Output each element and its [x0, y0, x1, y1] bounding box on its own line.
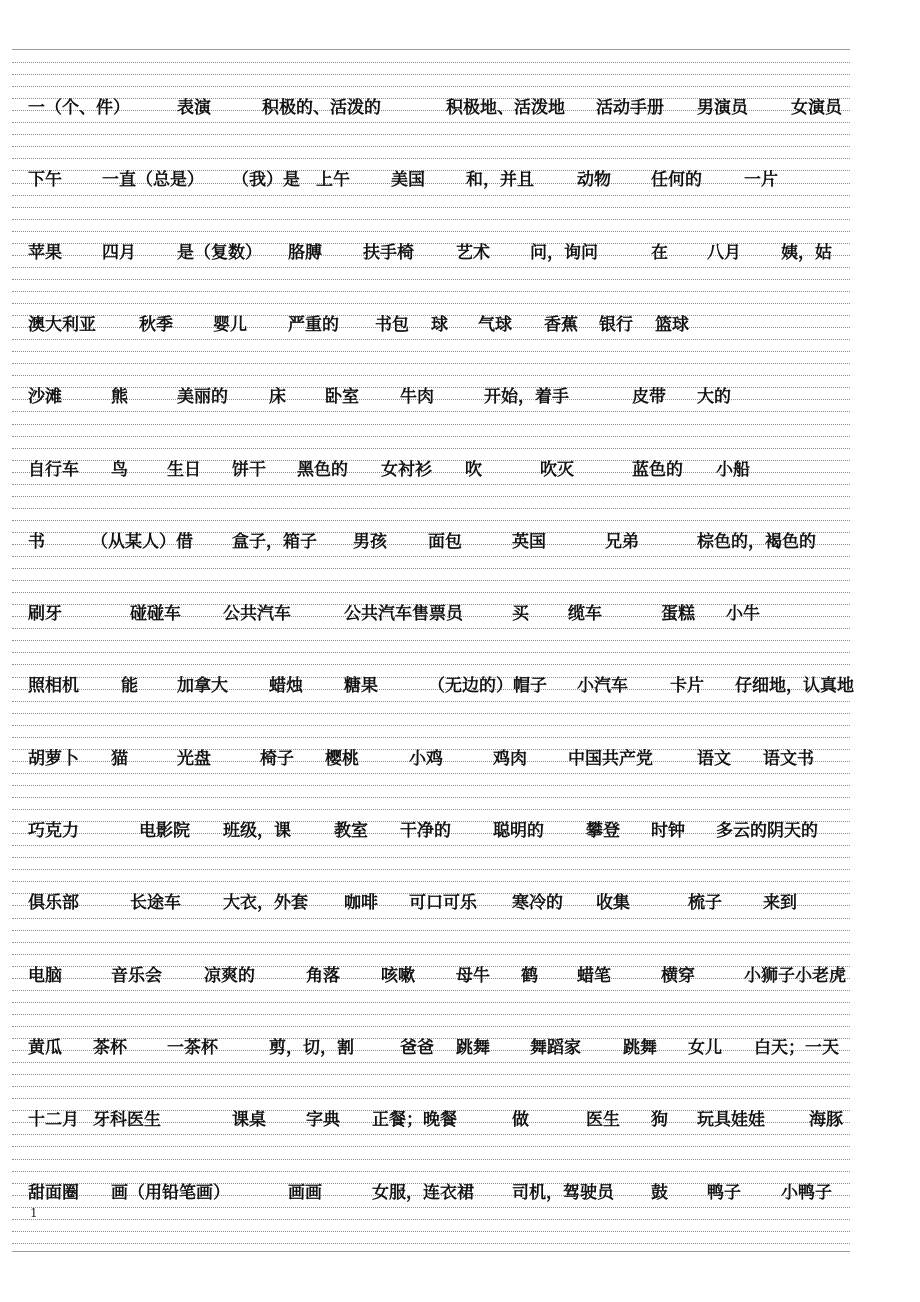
vocabulary-word: 跳舞 [623, 1038, 657, 1058]
vocabulary-word: 球 [431, 315, 448, 335]
dotted-rule-line [12, 1014, 850, 1015]
page-number: 1 [30, 1206, 38, 1220]
vocabulary-word: 能 [121, 676, 138, 696]
vocabulary-word: 婴儿 [213, 315, 247, 335]
vocabulary-word: 凉爽的 [204, 966, 255, 986]
vocabulary-word: 母牛 [456, 966, 490, 986]
vocabulary-word: 语文 [697, 749, 731, 769]
vocabulary-word: 蜡烛 [269, 676, 303, 696]
vocabulary-word: 干净的 [400, 821, 451, 841]
vocabulary-word: 八月 [707, 243, 741, 263]
dotted-rule-line [12, 918, 850, 919]
vocabulary-word: 女衬衫 [381, 460, 432, 480]
vocabulary-word: 皮带 [632, 387, 666, 407]
vocabulary-word: 表演 [177, 98, 211, 118]
vocabulary-word: 梳子 [688, 893, 722, 913]
vocabulary-row [0, 816, 920, 846]
vocabulary-word: 多云的阴天的 [716, 821, 818, 841]
vocabulary-word: 上午 [316, 170, 350, 190]
vocabulary-word: 仔细地，认真地 [735, 676, 854, 696]
vocabulary-word: 医生 [586, 1110, 620, 1130]
dotted-rule-line [12, 869, 850, 870]
vocabulary-word: 画（用铅笔画） [111, 1183, 230, 1203]
vocabulary-word: 字典 [306, 1110, 340, 1130]
vocabulary-row [0, 310, 920, 340]
vocabulary-word: 沙滩 [28, 387, 62, 407]
vocabulary-word: 蛋糕 [661, 604, 695, 624]
vocabulary-row [0, 1105, 920, 1135]
vocabulary-row [0, 1178, 920, 1208]
vocabulary-word: 鸭子 [707, 1183, 741, 1203]
vocabulary-word: 牙科医生 [93, 1110, 161, 1130]
dotted-rule-line [12, 508, 850, 509]
dotted-rule-line [12, 86, 850, 87]
vocabulary-word: 公共汽车 [223, 604, 291, 624]
dotted-rule-line [12, 219, 850, 220]
vocabulary-word: 气球 [478, 315, 512, 335]
vocabulary-word: 小船 [716, 460, 750, 480]
vocabulary-word: 胡萝卜 [28, 749, 79, 769]
dotted-rule-line [12, 158, 850, 159]
dotted-rule-line [12, 785, 850, 786]
vocabulary-word: 生日 [167, 460, 201, 480]
vocabulary-word: 狗 [651, 1110, 668, 1130]
vocabulary-word: 美丽的 [177, 387, 228, 407]
vocabulary-word: 姨，姑 [781, 243, 832, 263]
vocabulary-word: 小汽车 [577, 676, 628, 696]
vocabulary-word: 下午 [28, 170, 62, 190]
vocabulary-word: 吹灭 [540, 460, 574, 480]
vocabulary-word: 公共汽车售票员 [344, 604, 463, 624]
dotted-rule-line [12, 1231, 850, 1232]
vocabulary-word: 教室 [334, 821, 368, 841]
vocabulary-word: 寒冷的 [512, 893, 563, 913]
vocabulary-word: 画画 [288, 1183, 322, 1203]
vocabulary-word: 吹 [465, 460, 482, 480]
vocabulary-word: 鼓 [651, 1183, 668, 1203]
vocabulary-word: 爸爸 [400, 1038, 434, 1058]
vocabulary-word: 大的 [697, 387, 731, 407]
dotted-rule-line [12, 1002, 850, 1003]
vocabulary-word: 在 [651, 243, 668, 263]
vocabulary-word: 做 [512, 1110, 529, 1130]
vocabulary-word: 聪明的 [493, 821, 544, 841]
vocabulary-word: 小牛 [726, 604, 760, 624]
vocabulary-word: 可口可乐 [409, 893, 477, 913]
vocabulary-word: 积极的、活泼的 [262, 98, 381, 118]
vocabulary-word: 甜面圈 [28, 1183, 79, 1203]
vocabulary-word: 照相机 [28, 676, 79, 696]
dotted-rule-line [12, 640, 850, 641]
vocabulary-word: 碰碰车 [130, 604, 181, 624]
dotted-rule-line [12, 725, 850, 726]
dotted-rule-line [12, 1146, 850, 1147]
dotted-rule-line [12, 424, 850, 425]
vocabulary-word: 音乐会 [111, 966, 162, 986]
bottom-border-line [12, 1251, 850, 1252]
vocabulary-word: 剪，切，割 [269, 1038, 354, 1058]
vocabulary-word: 收集 [596, 893, 630, 913]
vocabulary-word: （无边的）帽子 [428, 676, 547, 696]
dotted-rule-line [12, 1171, 850, 1172]
vocabulary-word: 一（个、件） [28, 98, 130, 118]
dotted-rule-line [12, 942, 850, 943]
dotted-rule-line [12, 363, 850, 364]
dotted-rule-line [12, 701, 850, 702]
vocabulary-row [0, 1033, 920, 1063]
vocabulary-word: 和，并且 [466, 170, 534, 190]
vocabulary-word: 扶手椅 [363, 243, 414, 263]
vocabulary-word: 动物 [577, 170, 611, 190]
dotted-rule-line [12, 652, 850, 653]
dotted-rule-line [12, 303, 850, 304]
dotted-rule-line [12, 930, 850, 931]
vocabulary-word: 鸡肉 [493, 749, 527, 769]
vocabulary-word: 电脑 [28, 966, 62, 986]
dotted-rule-line [12, 568, 850, 569]
dotted-rule-line [12, 74, 850, 75]
vocabulary-word: 书 [28, 532, 45, 552]
dotted-rule-line [12, 231, 850, 232]
vocabulary-word: 长途车 [130, 893, 181, 913]
vocabulary-word: 黑色的 [297, 460, 348, 480]
vocabulary-word: 小狮子小老虎 [744, 966, 846, 986]
vocabulary-word: 秋季 [139, 315, 173, 335]
dotted-rule-line [12, 954, 850, 955]
dotted-rule-line [12, 291, 850, 292]
vocabulary-word: 盒子，箱子 [232, 532, 317, 552]
vocabulary-word: 横穿 [661, 966, 695, 986]
vocabulary-word: 女儿 [688, 1038, 722, 1058]
dotted-rule-line [12, 664, 850, 665]
vocabulary-word: 鸟 [111, 460, 128, 480]
vocabulary-word: 男孩 [353, 532, 387, 552]
vocabulary-word: 蓝色的 [632, 460, 683, 480]
vocabulary-row [0, 455, 920, 485]
vocabulary-word: 牛肉 [400, 387, 434, 407]
vocabulary-word: 茶杯 [93, 1038, 127, 1058]
vocabulary-word: 大衣，外套 [223, 893, 308, 913]
vocabulary-word: 香蕉 [544, 315, 578, 335]
vocabulary-word: 时钟 [651, 821, 685, 841]
vocabulary-word: 班级，课 [223, 821, 291, 841]
vocabulary-word: 兄弟 [605, 532, 639, 552]
vocabulary-word: 卧室 [325, 387, 359, 407]
dotted-rule-line [12, 881, 850, 882]
vocabulary-word: 俱乐部 [28, 893, 79, 913]
dotted-rule-line [12, 1086, 850, 1087]
vocabulary-word: 女服，连衣裙 [372, 1183, 474, 1203]
top-border-line [12, 49, 850, 50]
vocabulary-word: 加拿大 [177, 676, 228, 696]
dotted-rule-line [12, 375, 850, 376]
vocabulary-row [0, 888, 920, 918]
vocabulary-row [0, 165, 920, 195]
vocabulary-word: 买 [512, 604, 529, 624]
vocabulary-word: 课桌 [232, 1110, 266, 1130]
dotted-rule-line [12, 195, 850, 196]
dotted-rule-line [12, 279, 850, 280]
dotted-rule-line [12, 520, 850, 521]
vocabulary-word: 来到 [763, 893, 797, 913]
dotted-rule-line [12, 207, 850, 208]
vocabulary-word: 四月 [102, 243, 136, 263]
vocabulary-word: 开始，着手 [484, 387, 569, 407]
dotted-rule-line [12, 592, 850, 593]
vocabulary-row [0, 93, 920, 123]
vocabulary-word: 电影院 [139, 821, 190, 841]
vocabulary-word: 中国共产党 [568, 749, 653, 769]
vocabulary-word: 男演员 [697, 98, 748, 118]
vocabulary-word: 司机，驾驶员 [512, 1183, 614, 1203]
vocabulary-word: 猫 [111, 749, 128, 769]
vocabulary-word: 熊 [111, 387, 128, 407]
dotted-rule-line [12, 448, 850, 449]
vocabulary-word: 艺术 [456, 243, 490, 263]
vocabulary-word: （我）是 [232, 170, 300, 190]
vocabulary-word: 鹤 [521, 966, 538, 986]
vocabulary-word: 一直（总是） [102, 170, 204, 190]
dotted-rule-line [12, 1098, 850, 1099]
vocabulary-word: 攀登 [586, 821, 620, 841]
dotted-rule-line [12, 1159, 850, 1160]
vocabulary-word: 樱桃 [325, 749, 359, 769]
dotted-rule-line [12, 62, 850, 63]
vocabulary-row [0, 599, 920, 629]
vocabulary-row [0, 744, 920, 774]
vocabulary-word: 面包 [428, 532, 462, 552]
vocabulary-word: 椅子 [260, 749, 294, 769]
vocabulary-word: 卡片 [670, 676, 704, 696]
vocabulary-word: 黄瓜 [28, 1038, 62, 1058]
vocabulary-row [0, 527, 920, 557]
vocabulary-row [0, 671, 920, 701]
vocabulary-word: 活动手册 [596, 98, 664, 118]
vocabulary-word: 咖啡 [344, 893, 378, 913]
vocabulary-word: 篮球 [655, 315, 689, 335]
vocabulary-word: 一茶杯 [167, 1038, 218, 1058]
vocabulary-word: 胳膊 [288, 243, 322, 263]
vocabulary-word: 问，询问 [530, 243, 598, 263]
vocabulary-word: 自行车 [28, 460, 79, 480]
vocabulary-word: 棕色的，褐色的 [697, 532, 816, 552]
vocabulary-word: 玩具娃娃 [697, 1110, 765, 1130]
vocabulary-word: 角落 [306, 966, 340, 986]
vocabulary-row [0, 238, 920, 268]
vocabulary-word: 书包 [375, 315, 409, 335]
vocabulary-word: 糖果 [344, 676, 378, 696]
vocabulary-word: 积极地、活泼地 [446, 98, 565, 118]
dotted-rule-line [12, 1026, 850, 1027]
vocabulary-word: 十二月 [28, 1110, 79, 1130]
vocabulary-word: 正餐；晚餐 [372, 1110, 457, 1130]
vocabulary-word: 缆车 [568, 604, 602, 624]
vocabulary-word: 巧克力 [28, 821, 79, 841]
vocabulary-word: 是（复数） [177, 243, 262, 263]
dotted-rule-line [12, 1219, 850, 1220]
vocabulary-word: 英国 [512, 532, 546, 552]
dotted-rule-line [12, 1243, 850, 1244]
dotted-rule-line [12, 797, 850, 798]
dotted-rule-line [12, 857, 850, 858]
vocabulary-word: 澳大利亚 [28, 315, 96, 335]
vocabulary-word: 银行 [599, 315, 633, 335]
vocabulary-word: 饼干 [232, 460, 266, 480]
dotted-rule-line [12, 496, 850, 497]
dotted-rule-line [12, 809, 850, 810]
vocabulary-word: 美国 [391, 170, 425, 190]
vocabulary-word: 海豚 [809, 1110, 843, 1130]
vocabulary-word: 蜡笔 [577, 966, 611, 986]
vocabulary-word: 刷牙 [28, 604, 62, 624]
vocabulary-word: 白天；一天 [754, 1038, 839, 1058]
vocabulary-word: 舞蹈家 [530, 1038, 581, 1058]
dotted-rule-line [12, 580, 850, 581]
vocabulary-word: （从某人）借 [91, 532, 193, 552]
dotted-rule-line [12, 737, 850, 738]
vocabulary-word: 小鸭子 [781, 1183, 832, 1203]
dotted-rule-line [12, 1074, 850, 1075]
dotted-rule-line [12, 436, 850, 437]
vocabulary-row [0, 382, 920, 412]
vocabulary-word: 小鸡 [409, 749, 443, 769]
dotted-rule-line [12, 134, 850, 135]
vocabulary-word: 咳嗽 [381, 966, 415, 986]
vocabulary-word: 任何的 [651, 170, 702, 190]
dotted-rule-line [12, 713, 850, 714]
dotted-rule-line [12, 146, 850, 147]
vocabulary-word: 苹果 [28, 243, 62, 263]
vocabulary-word: 床 [269, 387, 286, 407]
vocabulary-word: 光盘 [177, 749, 211, 769]
vocabulary-word: 语文书 [763, 749, 814, 769]
vocabulary-word: 跳舞 [456, 1038, 490, 1058]
dotted-rule-line [12, 351, 850, 352]
vocabulary-row [0, 961, 920, 991]
vocabulary-word: 女演员 [791, 98, 842, 118]
vocabulary-word: 严重的 [288, 315, 339, 335]
vocabulary-word: 一片 [744, 170, 778, 190]
